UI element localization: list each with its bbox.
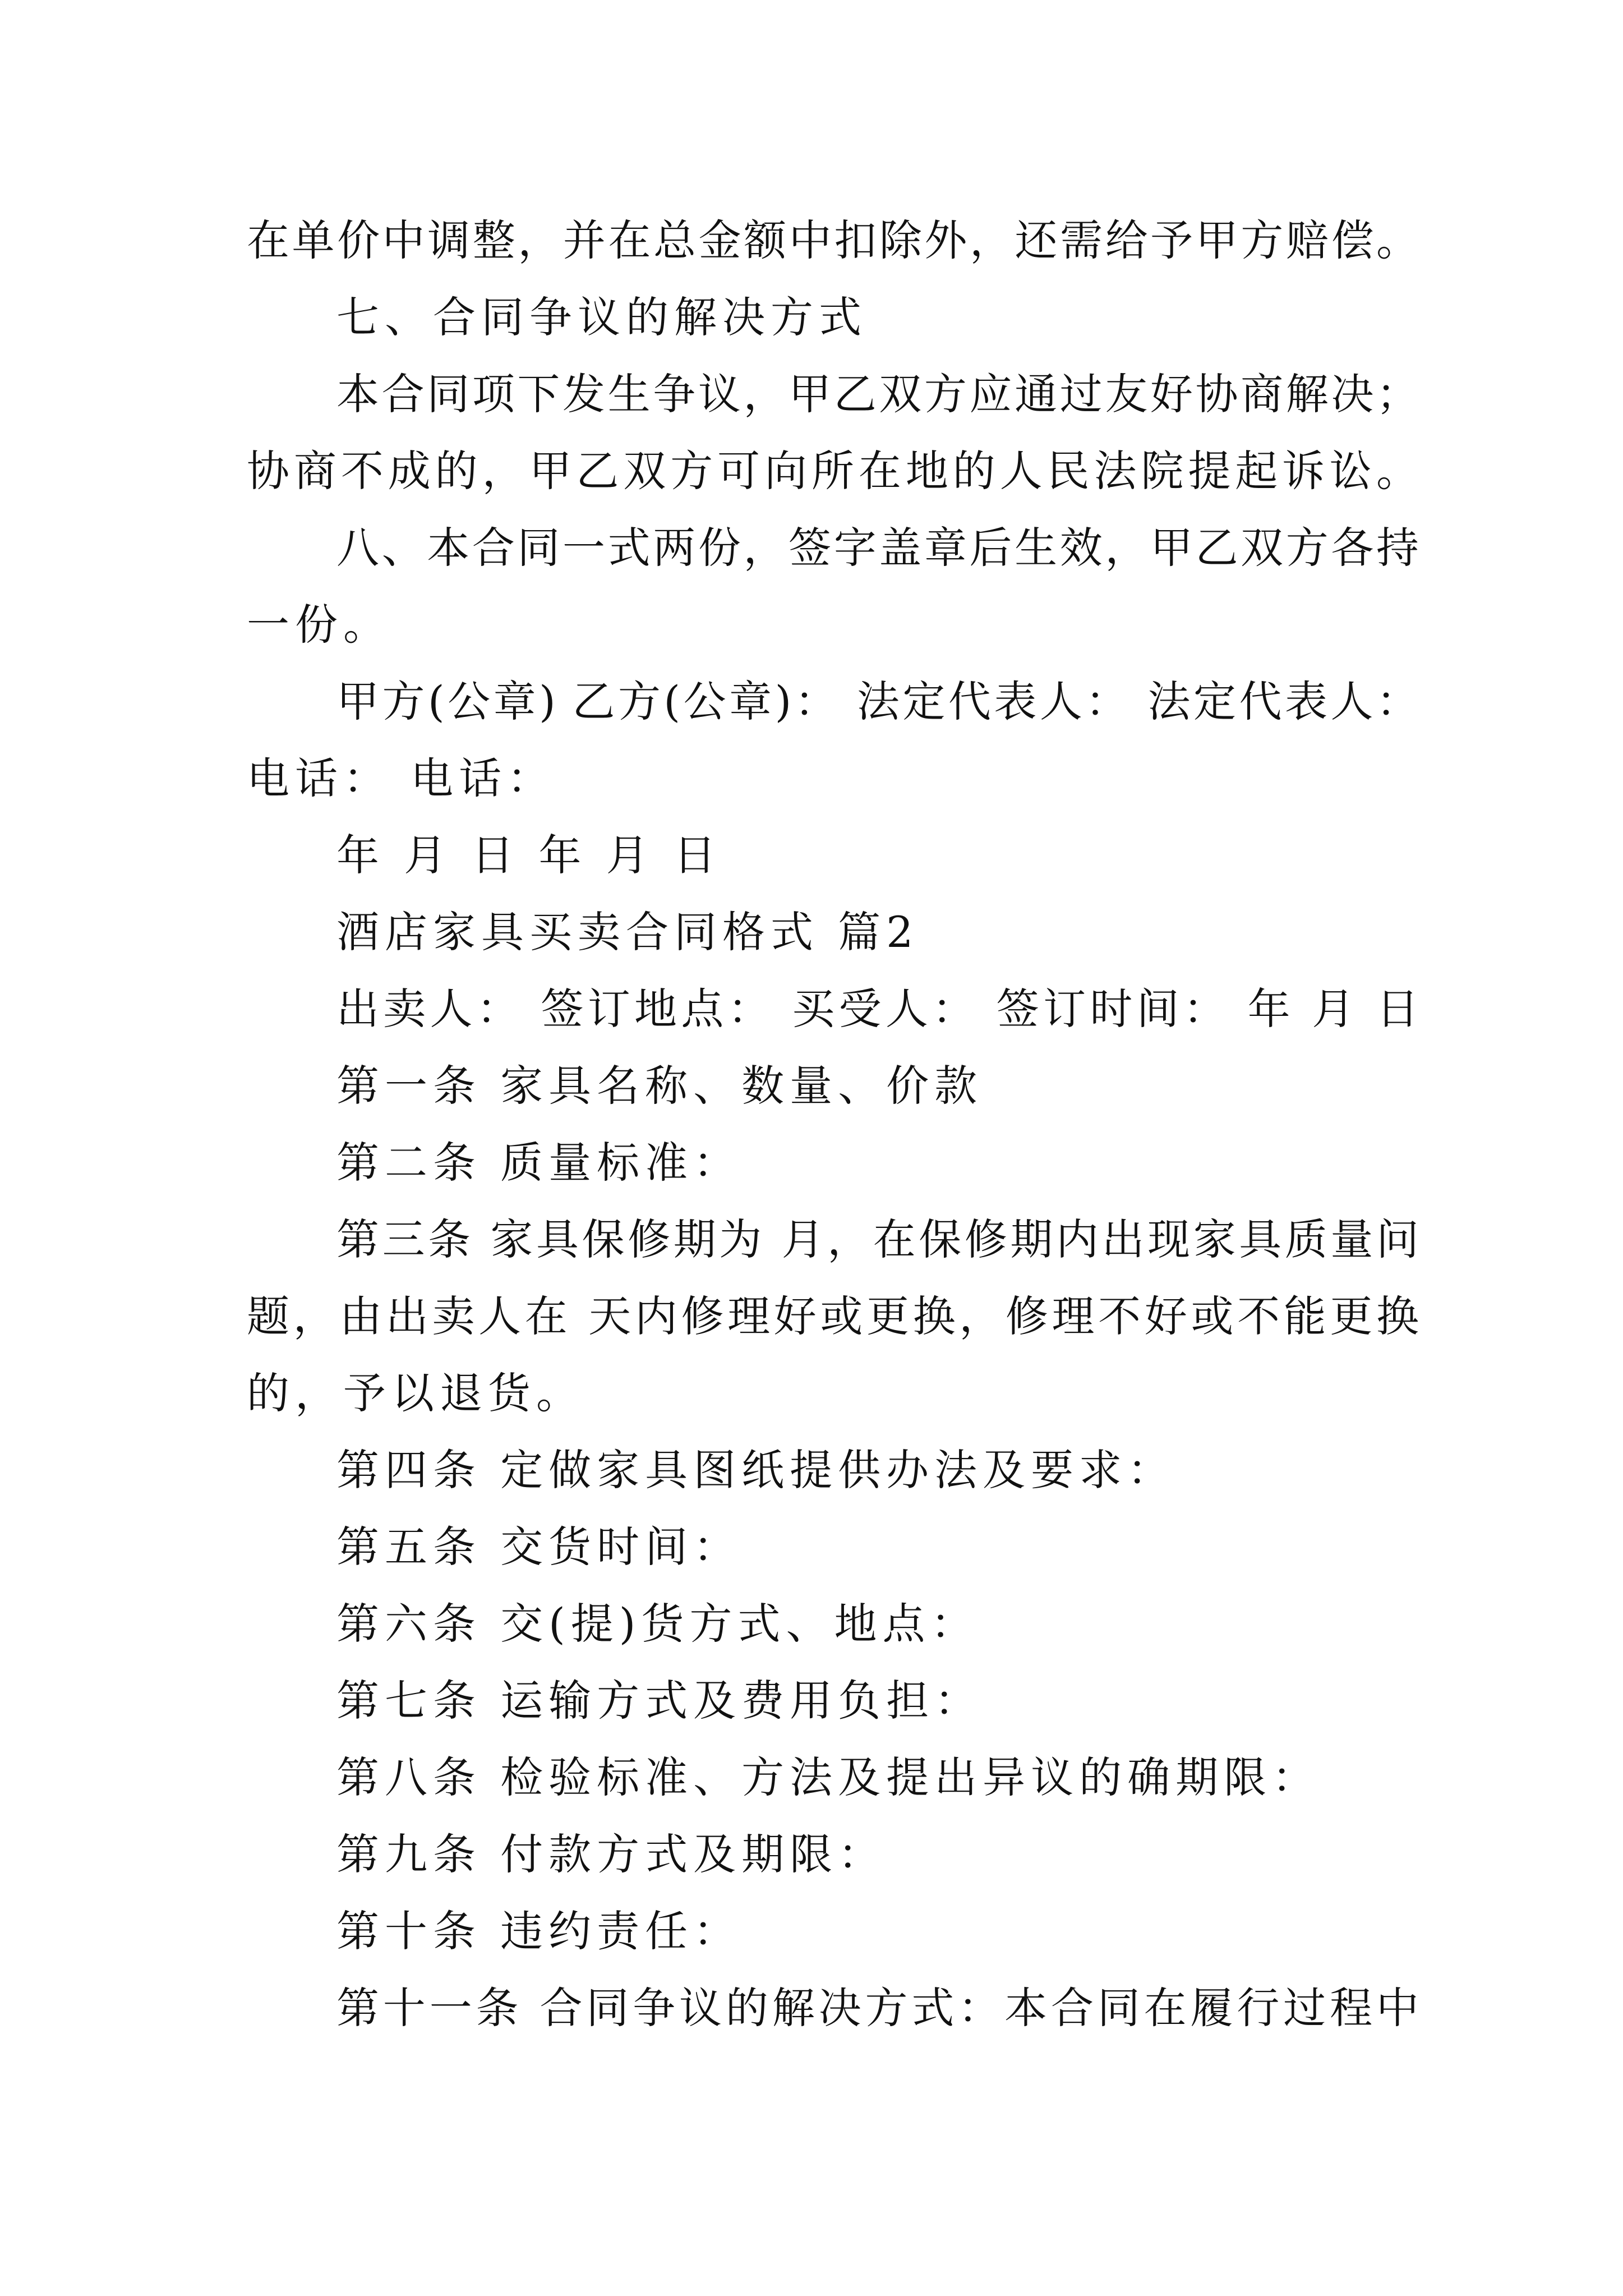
section-heading: 七、合同争议的解决方式 (336, 292, 867, 342)
text-line: 八、本合同一式两份，签字盖章后生效，甲乙双方各持 (336, 523, 1419, 573)
text-line: 一份。 (247, 600, 391, 650)
document-subtitle: 酒店家具买卖合同格式 篇2 (336, 907, 919, 957)
document-body (247, 202, 1419, 2046)
text-line: 题，由出卖人在 天内修理好或更换，修理不好或不能更换 (247, 1291, 1419, 1341)
article-line: 第十条 违约责任： (336, 1906, 742, 1956)
date-line: 年 月 日 年 月 日 (336, 830, 722, 880)
article-line: 第八条 检验标准、方法及提出异议的确期限： (336, 1752, 1321, 1802)
phone-line: 电话： 电话： (247, 753, 556, 803)
article-line: 第七条 运输方式及费用负担： (336, 1676, 983, 1726)
signature-parties-line: 甲方(公章) 乙方(公章)： 法定代表人： 法定代表人： (336, 677, 1419, 726)
contract-header-line: 出卖人： 签订地点： 买受人： 签订时间： 年 月 日 (336, 984, 1419, 1034)
article-line: 第三条 家具保修期为 月，在保修期内出现家具质量问 (336, 1214, 1419, 1264)
article-line: 第六条 交(提)货方式、地点： (336, 1599, 979, 1649)
article-line: 第十一条 合同争议的解决方式：本合同在履行过程中 (336, 1983, 1419, 2033)
article-line: 第一条 家具名称、数量、价款 (336, 1061, 983, 1111)
article-line: 第二条 质量标准： (336, 1138, 742, 1188)
article-line: 第四条 定做家具图纸提供办法及要求： (336, 1445, 1176, 1495)
article-line: 第五条 交货时间： (336, 1522, 742, 1572)
text-line: 在单价中调整，并在总金额中扣除外，还需给予甲方赔偿。 (247, 215, 1419, 265)
text-line: 本合同项下发生争议，甲乙双方应通过友好协商解决； (336, 369, 1419, 419)
article-line: 第九条 付款方式及期限： (336, 1829, 887, 1879)
text-line: 的，予以退货。 (247, 1368, 584, 1418)
text-line: 协商不成的，甲乙双方可向所在地的人民法院提起诉讼。 (247, 446, 1419, 496)
